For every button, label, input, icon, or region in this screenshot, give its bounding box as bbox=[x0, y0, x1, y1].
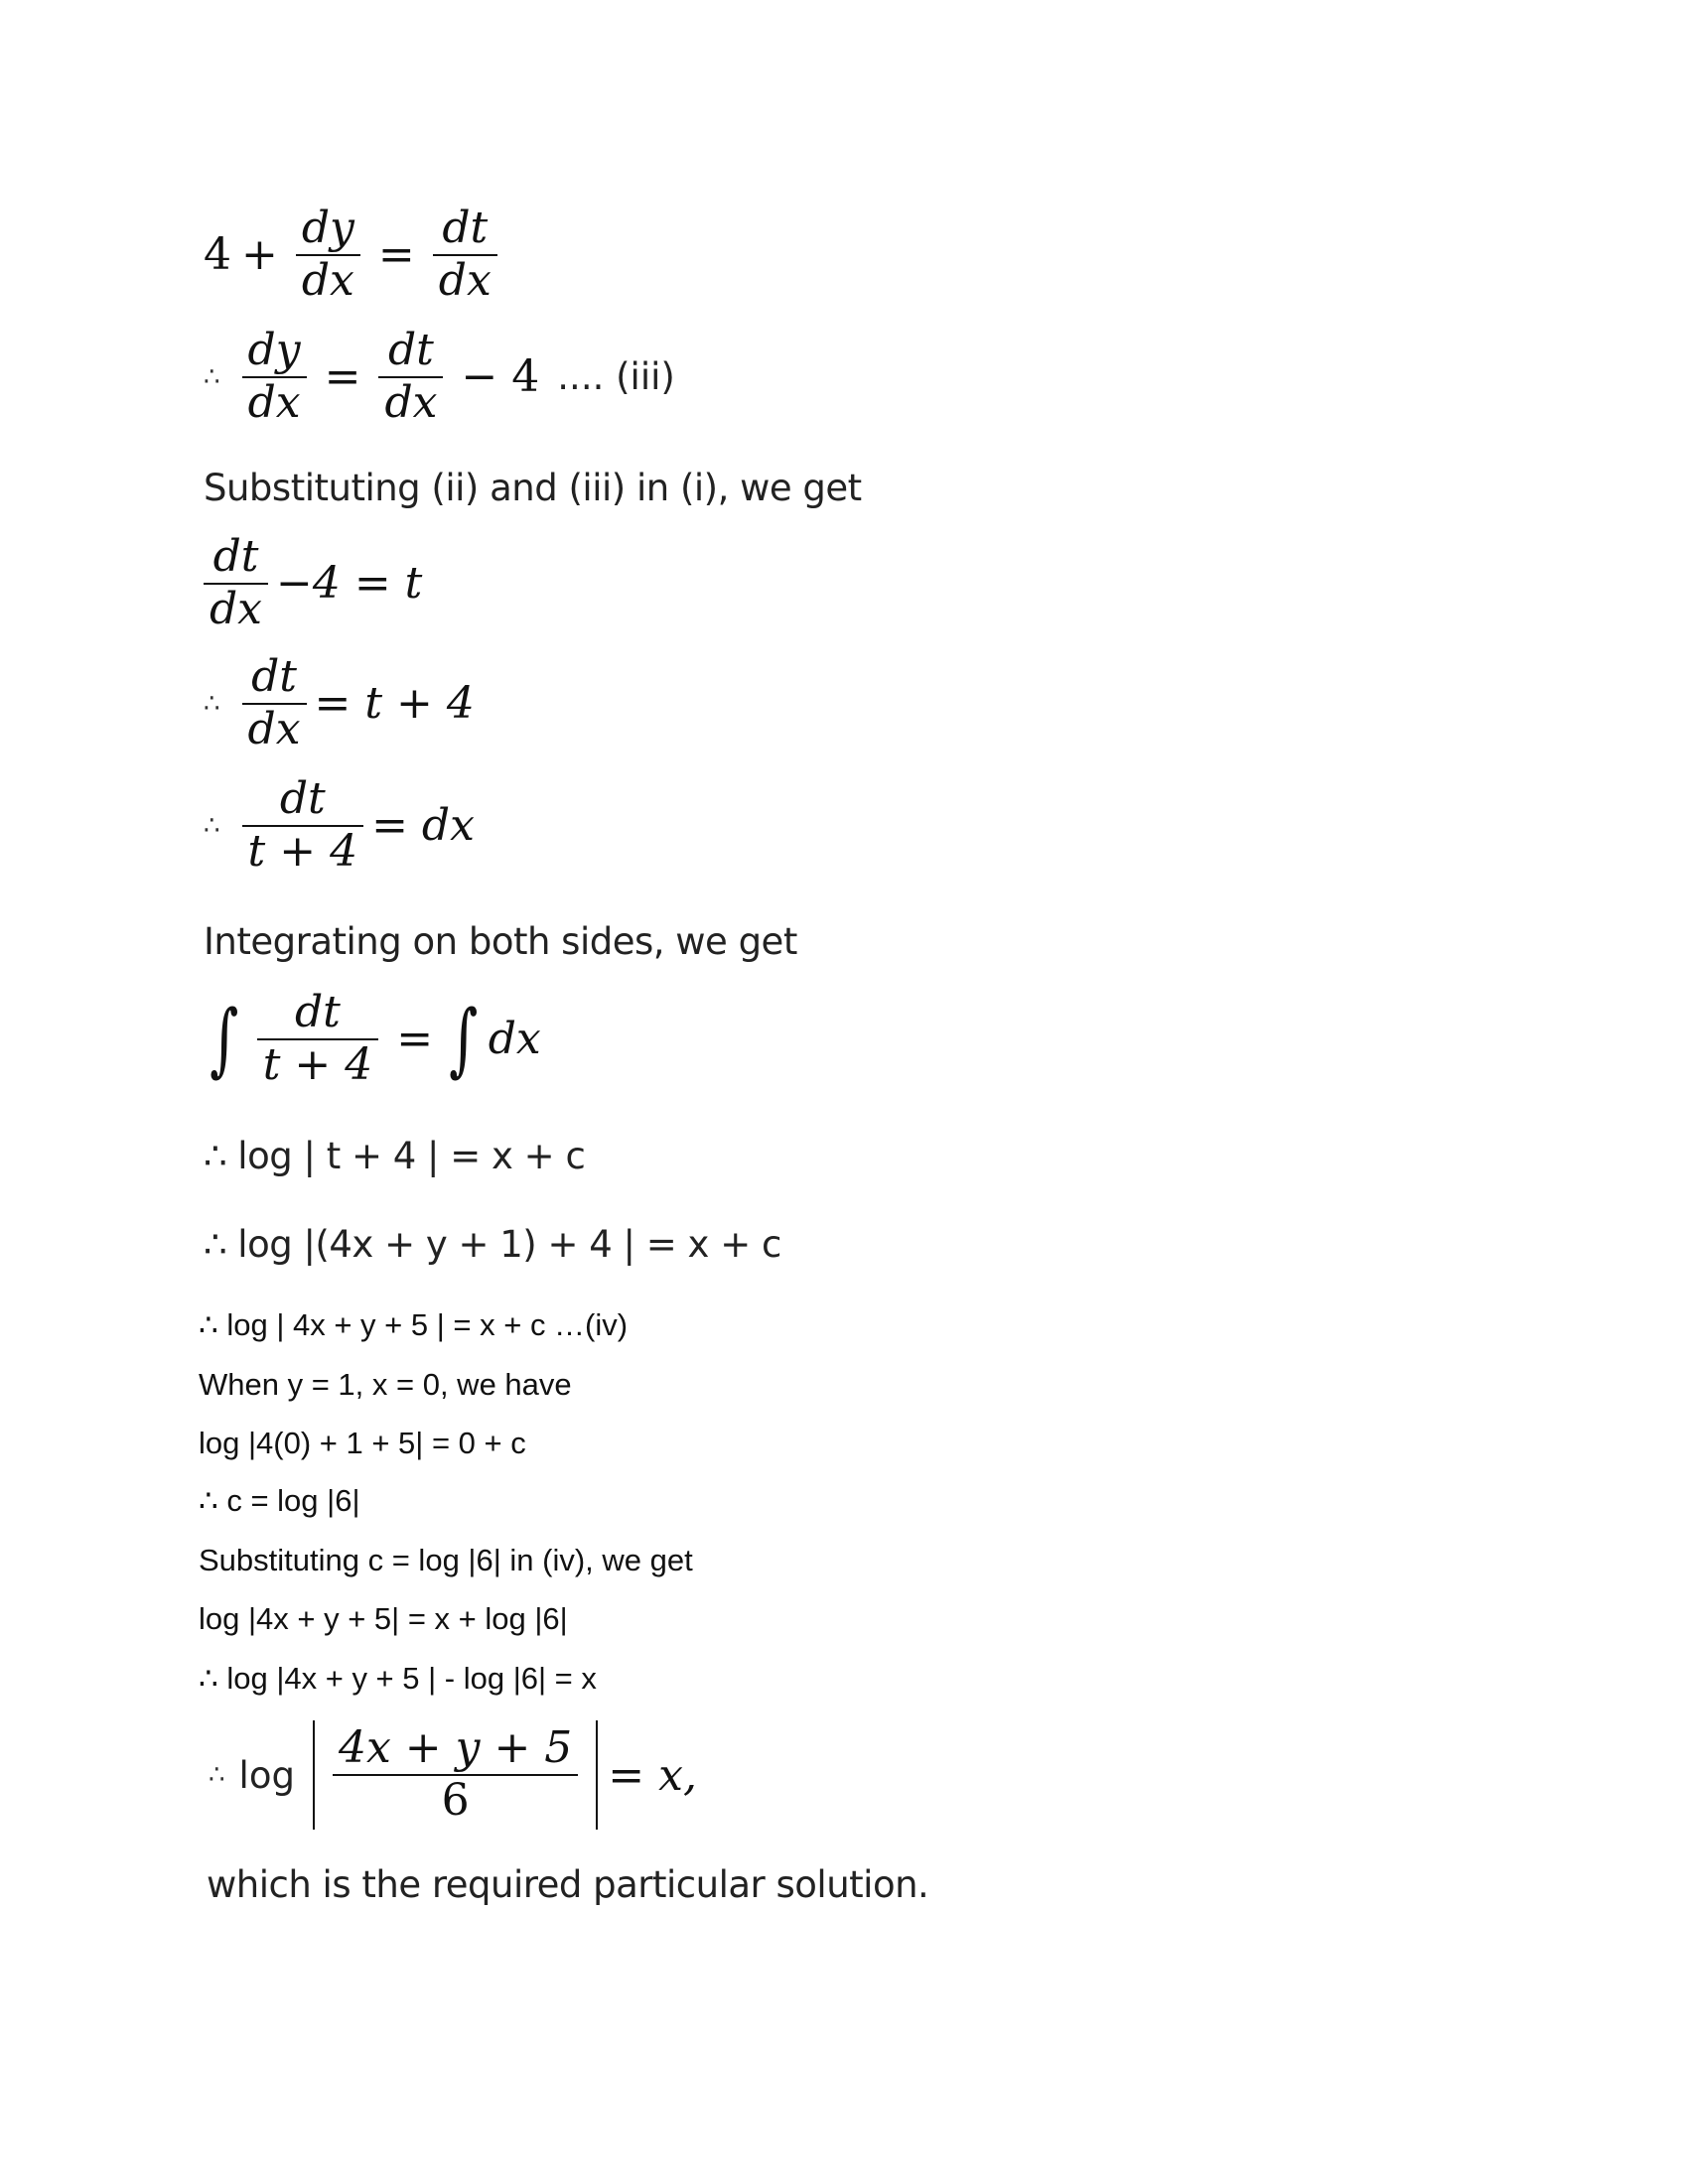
text-log-difference: ∴ log |4x + y + 5 | - log |6| = x bbox=[199, 1661, 597, 1696]
fraction-dy-dx bbox=[296, 204, 360, 306]
denominator: dx bbox=[384, 376, 438, 428]
fraction-dt-dx bbox=[433, 204, 497, 306]
minus-term: − 4 bbox=[461, 351, 540, 403]
fraction-dt-dx bbox=[378, 326, 443, 428]
numerator: dy bbox=[247, 325, 301, 375]
equals-sign: = bbox=[396, 1014, 434, 1065]
text-substitute-values: log |4(0) + 1 + 5| = 0 + c bbox=[199, 1426, 526, 1460]
text-line-iv: ∴ log | 4x + y + 5 | = x + c …(iv) bbox=[199, 1307, 629, 1342]
fraction-dt-over-t-plus-4 bbox=[242, 774, 364, 877]
equation-rhs: = x, bbox=[608, 1749, 697, 1801]
integral-sign: ∫ bbox=[449, 992, 479, 1085]
therefore-symbol: ∴ bbox=[204, 688, 220, 719]
therefore-symbol: ∴ bbox=[204, 361, 220, 392]
equation-5 bbox=[204, 774, 475, 877]
plus-sign: + bbox=[241, 229, 278, 281]
equation-1 bbox=[204, 204, 505, 306]
numerator: dy bbox=[301, 203, 354, 253]
text-substituting-c: Substituting c = log |6| in (iv), we get bbox=[199, 1543, 693, 1577]
equation-3 bbox=[204, 532, 422, 634]
numerator: dt bbox=[251, 651, 297, 702]
equation-rest: = t + 4 bbox=[314, 678, 475, 730]
equation-tag: .... (iii) bbox=[557, 355, 675, 399]
equation-rest: = dx bbox=[371, 800, 475, 852]
constant: 4 bbox=[204, 229, 231, 281]
denominator: dx bbox=[438, 254, 492, 306]
equals-sign: = bbox=[324, 351, 361, 403]
text-log-t-plus-4: ∴ log | t + 4 | = x + c bbox=[204, 1135, 586, 1177]
fraction-final bbox=[333, 1723, 578, 1826]
integral-rhs: dx bbox=[488, 1014, 541, 1065]
fraction-dt-dx bbox=[242, 652, 307, 754]
denominator: t + 4 bbox=[247, 825, 358, 877]
denominator: dx bbox=[210, 583, 262, 634]
therefore-symbol: ∴ bbox=[204, 810, 220, 841]
equation-4 bbox=[204, 652, 475, 754]
numerator: dt bbox=[295, 987, 341, 1037]
equation-6-integral bbox=[204, 988, 541, 1090]
equation-2 bbox=[204, 326, 675, 428]
denominator: dx bbox=[301, 254, 354, 306]
numerator: dt bbox=[212, 531, 259, 582]
absolute-bar-left bbox=[313, 1720, 315, 1830]
denominator: t + 4 bbox=[262, 1038, 373, 1090]
integral-sign: ∫ bbox=[210, 992, 239, 1085]
absolute-bar-right bbox=[596, 1720, 598, 1830]
numerator: 4x + y + 5 bbox=[338, 1722, 573, 1774]
denominator: dx bbox=[247, 703, 301, 754]
fraction-dy-dx bbox=[242, 326, 307, 428]
fraction-dt-dx bbox=[204, 532, 268, 634]
numerator: dt bbox=[279, 773, 326, 824]
text-log-substituted: ∴ log |(4x + y + 1) + 4 | = x + c bbox=[204, 1223, 781, 1266]
log-word: log bbox=[238, 1753, 295, 1797]
denominator: dx bbox=[247, 376, 301, 428]
numerator: dt bbox=[388, 325, 434, 375]
text-conclusion: which is the required particular solution. bbox=[207, 1863, 929, 1906]
text-substituting: Substituting (ii) and (iii) in (i), we get bbox=[204, 467, 862, 509]
therefore-symbol: ∴ bbox=[209, 1760, 225, 1790]
numerator: dt bbox=[442, 203, 489, 253]
text-log-equation: log |4x + y + 5| = x + log |6| bbox=[199, 1601, 568, 1636]
fraction-dt-over-t-plus-4 bbox=[257, 988, 379, 1090]
equation-final bbox=[209, 1720, 697, 1830]
equation-rest: −4 = t bbox=[275, 558, 423, 610]
denominator: 6 bbox=[441, 1775, 470, 1826]
equals-sign: = bbox=[377, 229, 415, 281]
text-initial-condition: When y = 1, x = 0, we have bbox=[199, 1367, 572, 1402]
text-c-value: ∴ c = log |6| bbox=[199, 1483, 360, 1518]
text-integrating: Integrating on both sides, we get bbox=[204, 920, 797, 963]
